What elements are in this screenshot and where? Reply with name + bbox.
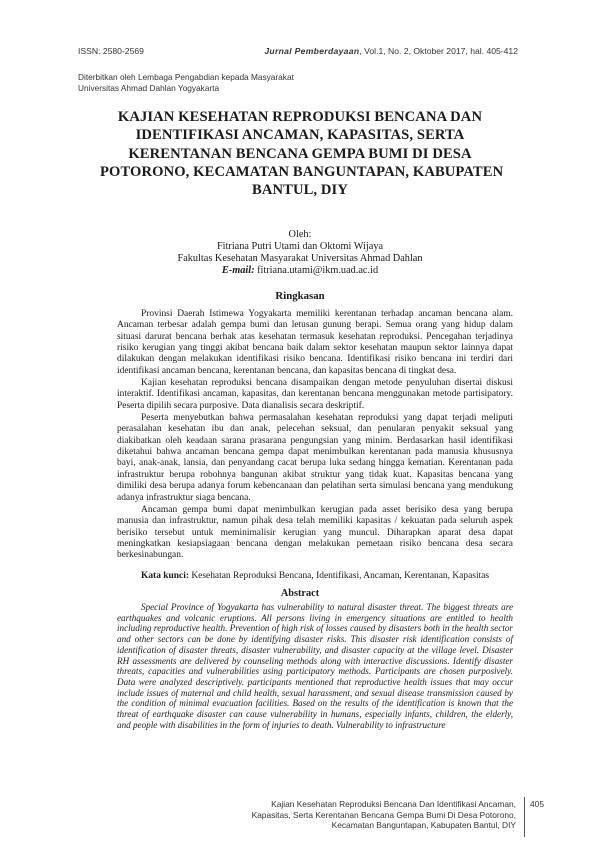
ringkasan-body: [117, 309, 513, 563]
footer-line: Kapasitas, Serta Kerentanan Bencana Gempa Bumi Di Desa Potorono,: [251, 809, 516, 820]
footer-divider: [524, 797, 525, 837]
publisher-line: Diterbitkan oleh Lembaga Pengabdian kepada Masyarakat: [78, 72, 294, 82]
footer-line: Kecamatan Banguntapan, Kabupaten Bantul, DIY: [331, 820, 516, 830]
journal-details: , Vol.1, No. 2, Oktober 2017, hal. 405-412: [359, 46, 518, 56]
author-affiliation: Fakultas Kesehatan Masyarakat Universitas Ahmad Dahlan: [177, 253, 423, 264]
publisher-info: [78, 72, 294, 94]
keywords-label: Kata kunci:: [141, 571, 189, 581]
oleh-label: Oleh:: [288, 229, 312, 240]
page-number: 405: [530, 799, 544, 809]
footer-line: Kajian Kesehatan Reproduksi Bencana Dan Identifikasi Ancaman,: [271, 799, 516, 809]
ringkasan-paragraph: Provinsi Daerah Istimewa Yogyakarta memiliki kerentanan terhadap ancaman bencana alam. Ancaman terbesar adalah gempa bumi dan letusan gunung berapi. Semua orang yang hidup dalam situasi darurat bencana berhak atas kesehatan termasuk kesehatan reproduksi. Pencegahan terjadinya risiko kerugian yang tinggi akibat bencana baik dalam sektor kesehatan maupun sektor lainnya dapat dilakukan dengan melakukan identifikasi risiko bencana. Identifikasi risiko bencana ini terdiri dari identifikasi ancaman bencana, kerentanan bencana, dan kapasitas bencana di tingkat desa.: [117, 309, 513, 376]
author-block: [110, 229, 490, 277]
abstract-heading: Abstract: [280, 588, 320, 599]
author-names: Fitriana Putri Utami dan Oktomi Wijaya: [216, 241, 384, 252]
ringkasan-heading: Ringkasan: [275, 290, 325, 302]
title-line: BANTUL, DIY: [252, 182, 348, 199]
title-line: KAJIAN KESEHATAN REPRODUKSI BENCANA DAN: [117, 109, 483, 125]
title-line: POTORONO, KECAMATAN BANGUNTAPAN, KABUPATEN: [100, 163, 504, 180]
keywords-line: [117, 571, 513, 582]
keywords: Kesehatan Reproduksi Bencana, Identifikasi, Ancaman, Kerentanan, Kapasitas: [191, 571, 490, 581]
abstract-paragraph: Special Province of Yogyakarta has vulnerability to natural disaster threat. The biggest threats are earthquakes and volcanic eruptions. All persons living in emergency situations are entitled to health including reproductive health. Prevention of high risk of losses caused by disasters both in the health sector and other sectors can be done by identifying disaster risks. This disaster risk identification consists of identification of disaster threats, disaster vulnerability, and disaster capacity at the village level. Disaster RH assessments are delivered by counseling methods along with interactive discussions. Identify disaster threats, capacities and vulnerabilities using participatory methods. Participants are chosen purposively. Data were analyzed descriptively. participants mentioned that reproductive health issues that may occur include issues of maternal and child health, sexual harassment, and sexual disease transmission caused by the condition of minimal evacuation facilities. Based on the results of the identification is known that the threat of earthquake disaster can cause vulnerability in humans, especially infants, children, the elderly, and people with disabilities in the form of injuries to death. Vulnerability to infrastructure: [117, 602, 513, 730]
title-line: IDENTIFIKASI ANCAMAN, KAPASITAS, SERTA: [135, 127, 465, 144]
author-email-line: [110, 265, 490, 277]
issn: ISSN: 2580-2569: [78, 46, 144, 56]
title-line: KERENTANAN BENCANA GEMPA BUMI DI DESA: [128, 145, 472, 162]
email-label: E-mail:: [221, 265, 255, 276]
author-email: fitriana.utami@ikm.uad.ac.id: [257, 265, 379, 276]
abstract-body: [117, 602, 513, 730]
ringkasan-paragraph: Kajian kesehatan reproduksi bencana disampaikan dengan metode penyuluhan disertai diskusi interaktif. Identifikasi ancaman, kapasitas, dan kerentanan bencana menggunakan metode partisipatory. Peserta dipilih secara purposive. Data dianalisis secara deskriptif.: [117, 378, 513, 411]
paper-title: [100, 108, 504, 199]
footer-running-title: [240, 799, 516, 831]
journal-citation: [264, 46, 518, 56]
ringkasan-paragraph: Peserta menyebutkan bahwa permasalahan kesehatan reproduksi yang dapat terjadi meliputi perasalahan kesehatan ibu dan anak, pelecehan seksual, dan penularan penyakit seksual yang diakibatkan oleh keadaan sarana prasarana pengungsian yang minim. Berdasarkan hasil identifikasi diketahui bahwa ancaman bencana gempa dapat menimbulkan kerentanan pada manusia khususnya bayi, anak-anak, lansia, dan penyandang cacat berupa luka sedang hingga kematian. Kerentanan pada infrastruktur berupa robohnya bangunan akibat struktur yang tidak kuat. Kapasitas bencana yang dimiliki desa berupa adanya forum kebencanaan dan pelatihan serta simulasi bencana yang mendukung adanya infrastruktur siaga bencana.: [117, 413, 513, 503]
publisher-line: Universitas Ahmad Dahlan Yogyakarta: [78, 83, 220, 93]
ringkasan-paragraph: Ancaman gempa bumi dapat menimbulkan kerugian pada asset berisiko desa yang berupa manusia dan infrastruktur, namun pihak desa telah memiliki kapasitas / kekuatan pada seluruh aspek berisiko tersebut untuk meminimalisir kerugian yang muncul. Diharapkan aparat desa dapat meningkatkan kesiapsiagaan bencana dengan melakukan pemetaan risiko bencana desa secara berkesinabungan.: [117, 504, 513, 561]
journal-name: Jurnal Pemberdayaan: [264, 46, 360, 56]
